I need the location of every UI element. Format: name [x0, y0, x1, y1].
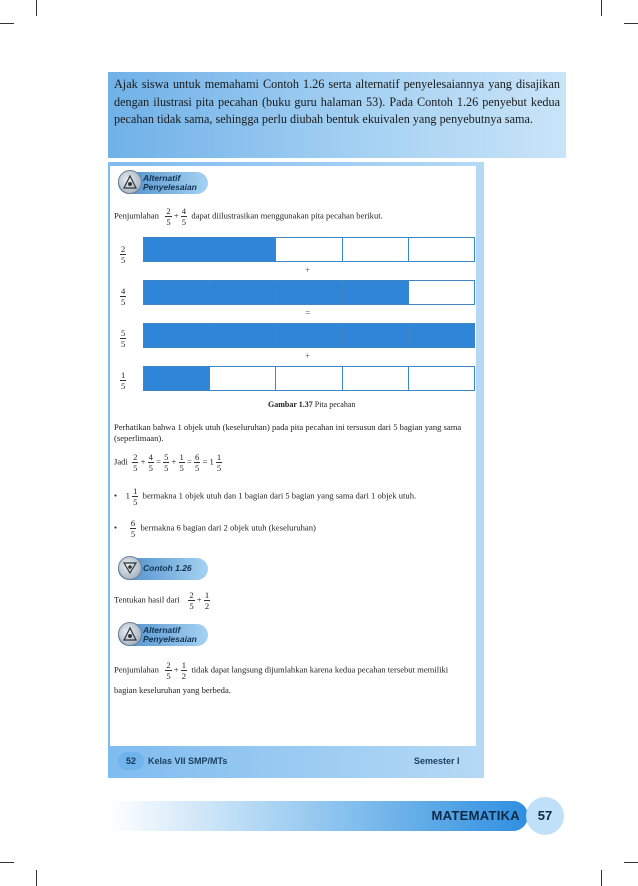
triangle-icon [118, 556, 142, 580]
bar-segment-empty [409, 367, 474, 390]
tag-label: Contoh 1.26 [143, 563, 192, 573]
operator: + [305, 351, 311, 361]
tag-line1: Alternatif [143, 173, 181, 183]
fraction-bar [143, 366, 475, 391]
bar-segment-empty [409, 238, 474, 261]
operator: + [173, 210, 179, 221]
operator: = [305, 308, 311, 318]
bar-label: $\frac{1}{5}$ [121, 370, 126, 391]
subject-label: MATEMATIKA [431, 808, 520, 823]
prefix: Penjumlahan [114, 210, 159, 221]
bar-segment-filled [144, 324, 210, 347]
bar-segment-filled [210, 238, 276, 261]
suffix: dapat diilustrasikan menggunakan pita pecahan berikut. [191, 210, 383, 221]
tool-icon [118, 622, 142, 646]
crop-mark [0, 862, 14, 863]
note-paragraph: Perhatikan bahwa 1 objek utuh (keseluruhan) pada pita pecahan ini tersusun dari 5 bagian yang sama (seperlimaan). [114, 422, 462, 443]
bar-segment-filled [276, 324, 342, 347]
intro-box [108, 72, 566, 158]
bar-label: $\frac{4}{5}$ [121, 286, 126, 307]
bar-segment-filled [210, 281, 276, 304]
fraction: $\frac{2}{5}$ [166, 206, 171, 227]
bar-segment-filled [343, 281, 409, 304]
fraction-bar [143, 237, 475, 262]
inner-footer-left: Kelas VII SMP/MTs [148, 756, 228, 766]
inner-page [110, 166, 476, 746]
jadi-line: Jadi $\frac{2}{5}$ + $\frac{4}{5}$ = $\frac{5}{5}$ + $\frac{1}{5}$ = $\frac{6}{5}$ = 1 $\frac{1}{5}$ [114, 452, 222, 473]
crop-mark [601, 870, 602, 886]
fraction: $\frac{4}{5}$ [181, 206, 187, 227]
bar-segment-filled [210, 324, 276, 347]
bar-label: $\frac{2}{5}$ [121, 244, 126, 265]
bar-segment-empty [210, 367, 276, 390]
caption-bold: Gambar 1.37 [268, 400, 313, 409]
alternatif-tag [118, 172, 208, 194]
bar-segment-empty [276, 367, 342, 390]
bullet-item: • 1 $\frac{1}{5}$ bermakna 1 objek utuh dan 1 bagian dari 5 bagian yang sama dari 1 objek utuh. [114, 486, 417, 507]
question-line: Tentukan hasil dari $\frac{2}{5}$ + $\frac{1}{2}$ [114, 590, 210, 611]
tag-line1: Alternatif [143, 625, 181, 635]
figure-caption [268, 400, 355, 409]
bar-segment-filled [144, 281, 210, 304]
crop-mark [0, 23, 14, 24]
bar-segment-empty [276, 238, 342, 261]
caption-text: Pita pecahan [314, 400, 356, 409]
bar-segment-filled [144, 367, 210, 390]
page-footer-bar [108, 801, 528, 831]
bar-segment-filled [276, 281, 342, 304]
contoh-tag [118, 558, 208, 580]
bar-segment-filled [343, 324, 409, 347]
tag-line2: Penyelesaian [143, 634, 197, 644]
alternatif-tag [118, 624, 208, 646]
bar-segment-filled [409, 324, 474, 347]
crop-mark [624, 23, 638, 24]
inner-footer-right: Semester I [414, 756, 460, 766]
sum-line: Penjumlahan $\frac{2}{5}$ + $\frac{1}{2}$ tidak dapat langsung dijumlahkan karena kedua pecahan tersebut memiliki [114, 660, 449, 681]
crop-mark [624, 862, 638, 863]
jadi-label: Jadi [114, 456, 128, 467]
fraction-bar [143, 280, 475, 305]
inner-page-number: 52 [118, 752, 144, 770]
bar-segment-empty [343, 238, 409, 261]
bar-segment-filled [144, 238, 210, 261]
sum-line [114, 206, 383, 227]
inner-footer [108, 746, 484, 778]
bullet-item: • $\frac{6}{5}$ bermakna 6 bagian dari 2 objek utuh (keseluruhan) [114, 518, 316, 539]
sum-line-cont: bagian keseluruhan yang berbeda. [114, 685, 231, 695]
inner-page-frame [108, 162, 484, 778]
bar-segment-empty [343, 367, 409, 390]
page-number: 57 [526, 797, 564, 835]
crop-mark [601, 0, 602, 16]
intro-text: Ajak siswa untuk memahami Contoh 1.26 serta alternatif penyelesaiannya yang disajikan dengan ilustrasi pita pecahan (buku guru halaman 53). Pada Contoh 1.26 penyebut kedua pecahan tidak sama, sehingga perlu diubah bentuk ekuivalen yang penyebutnya sama. [114, 77, 560, 126]
tool-icon [118, 170, 142, 194]
operator: + [305, 265, 311, 275]
tag-line2: Penyelesaian [143, 182, 197, 192]
bar-label: $\frac{5}{5}$ [121, 328, 126, 349]
crop-mark [36, 870, 37, 886]
fraction-bar [143, 323, 475, 348]
crop-mark [36, 0, 37, 16]
bar-segment-empty [409, 281, 474, 304]
